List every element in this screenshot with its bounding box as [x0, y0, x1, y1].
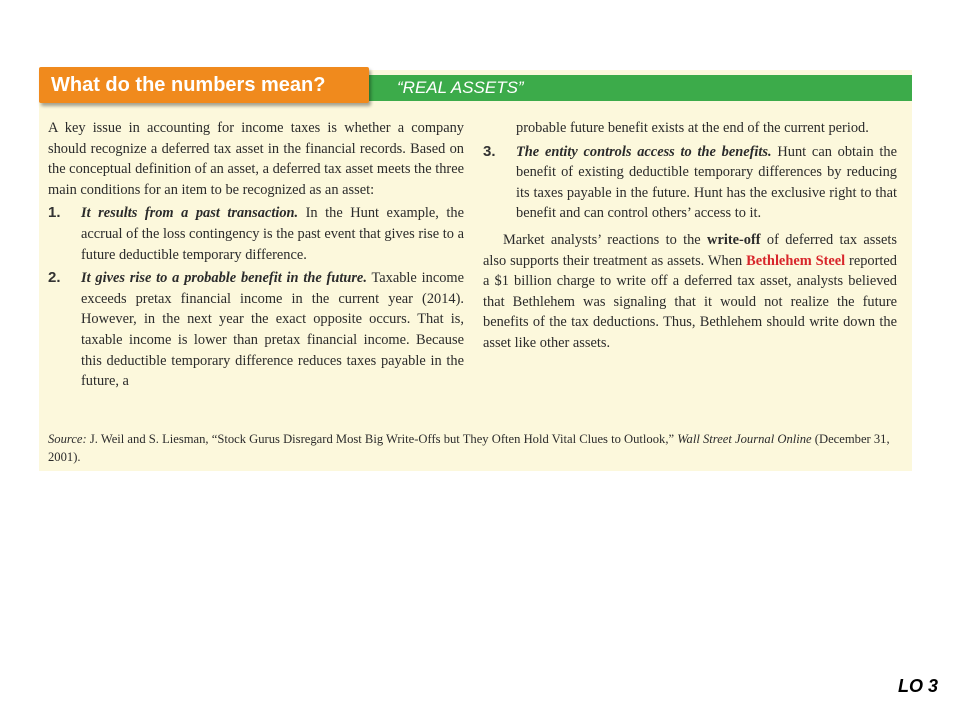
item-number: 2.	[48, 269, 61, 287]
item-lead: It gives rise to a probable benefit in the future.	[81, 270, 367, 287]
item-number: 3.	[483, 142, 496, 160]
list-item	[483, 142, 897, 224]
list-item	[48, 268, 464, 392]
source-date: (December 31, 2001).	[48, 432, 890, 464]
intro-paragraph: A key issue in accounting for income taxes is whether a company should recognize a deferred tax asset in the financial records. Based on the conceptual definition of an asset, a deferred tax asset meets the three main conditions for an item to be recognized as an asset:	[48, 120, 464, 198]
item-lead: The entity controls access to the benefits.	[516, 143, 772, 160]
source-publication: Wall Street Journal Online	[677, 432, 812, 446]
item-number: 1.	[48, 204, 61, 222]
key-term: write-off	[707, 231, 761, 248]
learning-objective-label: LO 3	[897, 676, 938, 696]
source-citation	[48, 430, 898, 466]
list-item	[48, 203, 464, 265]
source-label: Source:	[48, 432, 87, 446]
item-continuation: probable future benefit exists at the end of the current period.	[516, 120, 869, 136]
item-body	[81, 268, 464, 392]
left-column	[48, 118, 464, 392]
item-text: In the Hunt example, the accrual of the loss contingency is the past event that gives rise to a future deductible temporary difference.	[81, 205, 464, 263]
box-subtitle: “REAL ASSETS”	[397, 78, 524, 97]
feature-box	[39, 70, 912, 471]
right-column	[483, 118, 897, 354]
paragraph-text: Market analysts’ reactions to the	[503, 231, 708, 248]
item-text: Taxable income exceeds pretax financial income in the current year (2014). However, in the next year the exact opposite occurs. That is, taxable income is lower than pretax financial income. Because this deductible temporary difference reduces taxes payable in the future, a	[81, 270, 464, 390]
item-body	[81, 203, 464, 265]
title-tab	[39, 67, 369, 103]
box-title: What do the numbers mean?	[51, 74, 326, 96]
item-lead: It results from a past transaction.	[81, 205, 299, 222]
paragraph-text: of deferred tax assets also supports their treatment as assets. When	[483, 231, 897, 269]
paragraph-text: reported a $1 billion charge to write off a deferred tax asset, analysts believed that Bethlehem was signaling that it would not realize the future benefits of the tax deductions. Thus, Bethlehem should write down the asset like other assets.	[483, 252, 898, 351]
company-name: Bethlehem Steel	[746, 252, 846, 269]
item-body	[516, 142, 897, 224]
item-text: Hunt can obtain the benefit of existing deductible temporary differences by reducing its taxes payable in the future. Hunt has the exclusive right to that benefit and can control others’ access to it.	[516, 143, 897, 222]
analysts-paragraph	[483, 230, 897, 354]
source-authors: J. Weil and S. Liesman, “Stock Gurus Disregard Most Big Write-Offs but They Often Hold Vital Clues to Outlook,”	[86, 432, 678, 446]
